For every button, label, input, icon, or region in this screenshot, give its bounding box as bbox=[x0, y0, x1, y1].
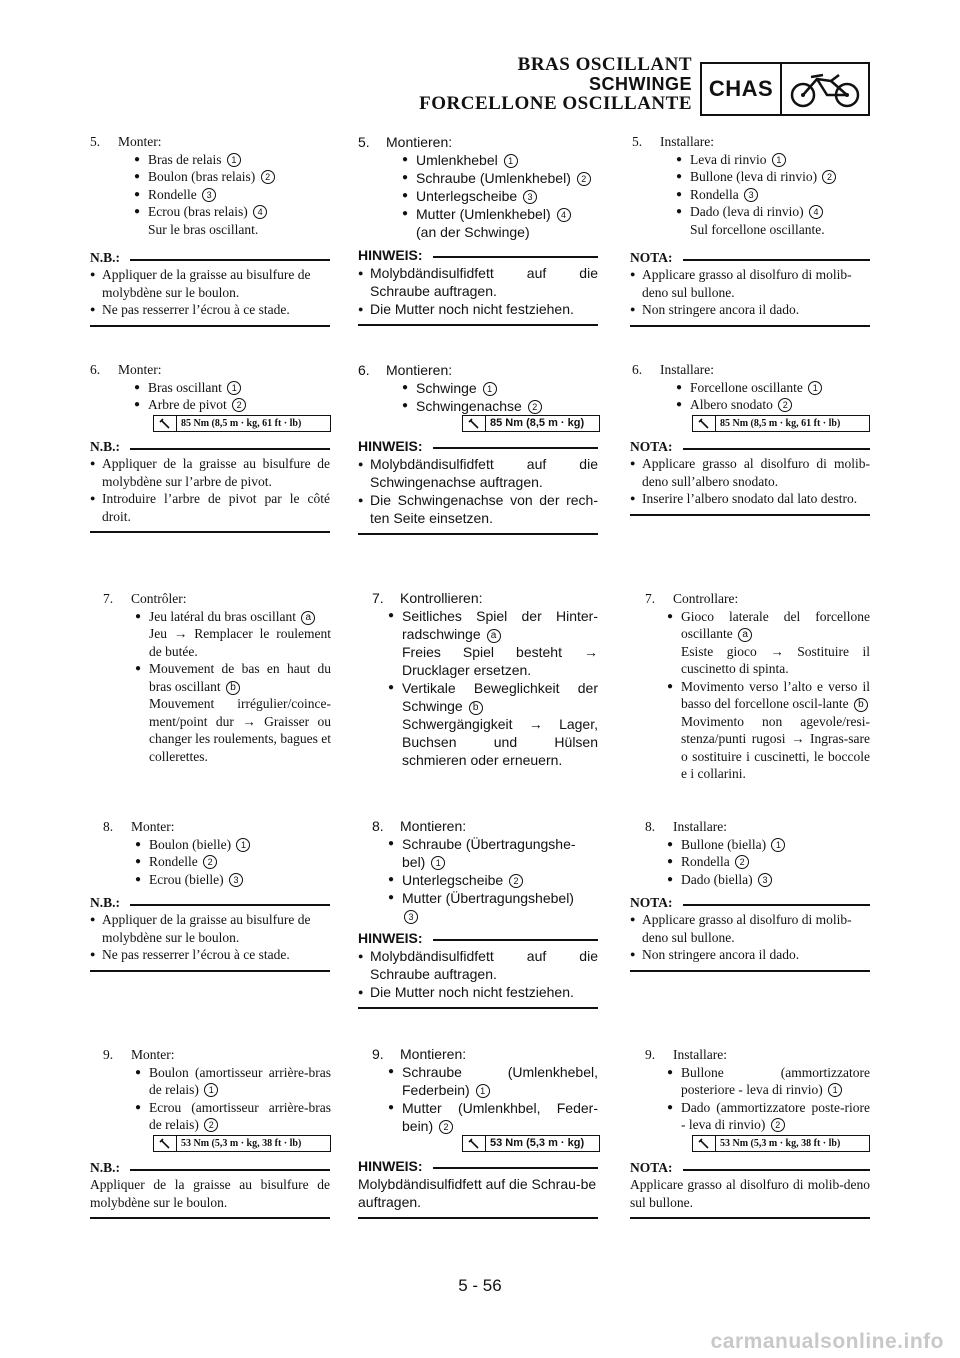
list-item: ● Bullone (biella) 1 bbox=[667, 836, 870, 854]
fr-note-5: N.B.: ● Appliquer de la graisse au bisulfure de molybdène sur le boulon. ● Ne pas resserrer l’écrou à ce stade. bbox=[90, 250, 330, 327]
list-item: ● Movimento verso l’alto e verso il basso del forcellone oscil-lante b Movimento non agevole/resi-stenza/punti rugosi → Ingras-sare o sostituire i cuscinetti, le boccole e i collarini. bbox=[667, 678, 870, 783]
list-item: ● Arbre de pivot 2 bbox=[134, 396, 330, 414]
motorcycle-icon bbox=[782, 64, 868, 114]
fr-torque-6: 85 Nm (8,5 m · kg, 61 ft · lb) bbox=[153, 415, 331, 432]
list-item: ● Schraube (Umlenkhebel, Federbein) 1 bbox=[388, 1063, 598, 1099]
title-it: FORCELLONE OSCILLANTE bbox=[419, 93, 692, 114]
it-step-5: 5. Installare: ● Leva di rinvio 1 ● Bullone (leva di rinvio) 2 ● Rondella 3 ● Dado (leva di rinvio) 4 Sul forcellone oscillante. bbox=[632, 133, 870, 238]
list-item: ● Bullone (ammortizzatore posteriore - leva di rinvio) 1 bbox=[667, 1064, 870, 1099]
list-item: ● Dado (biella) 3 bbox=[667, 871, 870, 889]
list-item: ● Albero snodato 2 bbox=[676, 396, 870, 414]
page-number: 5 - 56 bbox=[458, 1276, 502, 1295]
fr-step-8: 8. Monter: ● Boulon (bielle) 1 ● Rondelle 2 ● Ecrou (bielle) 3 bbox=[103, 818, 331, 888]
section-label: CHAS bbox=[702, 64, 782, 114]
de-step-9: 9. Montieren: ● Schraube (Umlenkhebel, Federbein) 1 ● Mutter (Umlenkhbel, Feder-bein) 2 bbox=[372, 1045, 598, 1135]
it-step-7: 7. Controllare: ● Gioco laterale del forcellone oscillante a Esiste gioco → Sostituire il cuscinetto di spinta. ● Movimento verso l’alto e verso il basso del forcellone oscil-lante b Movimento non agevole/resi-stenza/punti rugosi → Ingras-sare o sostituire i cuscinetti, le boccole e i collarini. bbox=[645, 590, 870, 783]
fr-torque-9: 53 Nm (5,3 m · kg, 38 ft · lb) bbox=[153, 1135, 331, 1152]
list-item: ● Dado (ammortizzatore poste-riore - leva di rinvio) 2 bbox=[667, 1099, 870, 1134]
list-item: ● Ecrou (bras relais) 4 bbox=[134, 203, 330, 221]
wrench-icon bbox=[463, 1136, 486, 1151]
fr-note-8: N.B.: ● Appliquer de la graisse au bisulfure de molybdène sur le boulon. ● Ne pas resserrer l’écrou à ce stade. bbox=[90, 895, 330, 972]
list-item: ● Ecrou (bielle) 3 bbox=[135, 871, 331, 889]
list-item: ● Bullone (leva di rinvio) 2 bbox=[676, 168, 870, 186]
it-note-6: NOTA: ● Applicare grasso al disolfuro di molib-deno sull’albero snodato. ● Inserire l’albero snodato dal lato destro. bbox=[630, 439, 870, 516]
list-item: ● Leva di rinvio 1 bbox=[676, 151, 870, 169]
list-item: ● Mutter (Umlenkhbel, Feder-bein) 2 bbox=[388, 1099, 598, 1135]
list-item: ● Schwingenachse 2 bbox=[402, 397, 598, 415]
list-item: ● Forcellone oscillante 1 bbox=[676, 379, 870, 397]
list-item: ● Boulon (bielle) 1 bbox=[135, 836, 331, 854]
list-item: ● Rondelle 2 bbox=[135, 853, 331, 871]
title-fr: BRAS OSCILLANT bbox=[517, 54, 692, 75]
it-torque-9: 53 Nm (5,3 m · kg, 38 ft · lb) bbox=[692, 1135, 870, 1152]
it-note-9: NOTA: Applicare grasso al disolfuro di molib-deno sul bullone. bbox=[630, 1160, 870, 1219]
de-note-5: HINWEIS: ● Molybdändisulfidfett auf die Schraube auftragen. ● Die Mutter noch nicht festziehen. bbox=[358, 246, 598, 326]
wrench-icon bbox=[693, 416, 716, 431]
list-item: ● Unterlegscheibe 3 bbox=[402, 187, 598, 205]
de-step-8: 8. Montieren: ● Schraube (Übertragungshe-bel) 1 ● Unterlegscheibe 2 ● Mutter (Übertragungshebel) 3 bbox=[372, 817, 598, 925]
it-note-5: NOTA: ● Applicare grasso al disolfuro di molib-deno sul bullone. ● Non stringere ancora il dado. bbox=[630, 250, 870, 327]
watermark: carmanualsonline.info bbox=[710, 1330, 944, 1353]
de-step-7: 7. Kontrollieren: ● Seitliches Spiel der Hinter-radschwinge a Freies Spiel besteht → Drucklager ersetzen. ● Vertikale Beweglichkeit der Schwinge b Schwergängigkeit → Lager, Buchsen und Hülsen schmieren oder erneuern. bbox=[372, 589, 598, 769]
list-item: ● Seitliches Spiel der Hinter-radschwinge a Freies Spiel besteht → Drucklager ersetzen. bbox=[388, 607, 598, 679]
de-note-9: HINWEIS: Molybdändisulfidfett auf die Schrau-be auftragen. bbox=[358, 1157, 598, 1219]
list-item: ● Rondelle 3 bbox=[134, 186, 330, 204]
list-item: ● Jeu latéral du bras oscillant a Jeu → Remplacer le roulement de butée. bbox=[135, 608, 331, 661]
wrench-icon bbox=[154, 416, 177, 431]
list-item: ● Schraube (Umlenkhebel) 2 bbox=[402, 169, 598, 187]
it-step-6: 6. Installare: ● Forcellone oscillante 1 ● Albero snodato 2 bbox=[632, 361, 870, 414]
list-item: ● Schraube (Übertragungshe-bel) 1 bbox=[388, 835, 598, 871]
de-step-5: 5. Montieren: ● Umlenkhebel 1 ● Schraube (Umlenkhebel) 2 ● Unterlegscheibe 3 ● Mutter (Umlenkhebel) 4 (an der Schwinge) bbox=[358, 133, 598, 241]
fr-step-5: 5. Monter: ● Bras de relais 1 ● Boulon (bras relais) 2 ● Rondelle 3 ● Ecrou (bras relais) 4 Sur le bras oscillant. bbox=[90, 133, 330, 238]
it-torque-6: 85 Nm (8,5 m · kg, 61 ft · lb) bbox=[692, 415, 870, 432]
list-item: ● Bras oscillant 1 bbox=[134, 379, 330, 397]
it-step-8: 8. Installare: ● Bullone (biella) 1 ● Rondella 2 ● Dado (biella) 3 bbox=[645, 818, 870, 888]
de-torque-9: 53 Nm (5,3 m · kg) bbox=[462, 1135, 600, 1152]
wrench-icon bbox=[463, 416, 486, 431]
de-note-8: HINWEIS: ● Molybdändisulfidfett auf die Schraube auftragen. ● Die Mutter noch nicht festziehen. bbox=[358, 929, 598, 1009]
list-item: ● Vertikale Beweglichkeit der Schwinge b Schwergängigkeit → Lager, Buchsen und Hülsen schmieren oder erneuern. bbox=[388, 679, 598, 769]
list-item: ● Boulon (bras relais) 2 bbox=[134, 168, 330, 186]
wrench-icon bbox=[154, 1136, 177, 1151]
page-header bbox=[380, 52, 870, 122]
list-item: ● Rondella 2 bbox=[667, 853, 870, 871]
de-note-6: HINWEIS: ● Molybdändisulfidfett auf die Schwingenachse auftragen. ● Die Schwingenachse von der rech-ten Seite einsetzen. bbox=[358, 437, 598, 535]
it-note-8: NOTA: ● Applicare grasso al disolfuro di molib-deno sul bullone. ● Non stringere ancora il dado. bbox=[630, 895, 870, 972]
wrench-icon bbox=[693, 1136, 716, 1151]
list-item: ● Dado (leva di rinvio) 4 bbox=[676, 203, 870, 221]
list-item: ● Gioco laterale del forcellone oscillante a Esiste gioco → Sostituire il cuscinetto di spinta. bbox=[667, 608, 870, 678]
de-step-6: 6. Montieren: ● Schwinge 1 ● Schwingenachse 2 bbox=[358, 361, 598, 415]
list-item: ● Boulon (amortisseur arrière-bras de relais) 1 bbox=[135, 1064, 331, 1099]
list-item: ● Schwinge 1 bbox=[402, 379, 598, 397]
fr-step-9: 9. Monter: ● Boulon (amortisseur arrière-bras de relais) 1 ● Ecrou (amortisseur arrière-bras de relais) 2 bbox=[103, 1046, 331, 1134]
list-item: ● Bras de relais 1 bbox=[134, 151, 330, 169]
list-item: ● Umlenkhebel 1 bbox=[402, 151, 598, 169]
list-item: ● Rondella 3 bbox=[676, 186, 870, 204]
list-item: ● Ecrou (amortisseur arrière-bras de relais) 2 bbox=[135, 1099, 331, 1134]
list-item: ● Mutter (Umlenkhebel) 4 bbox=[402, 205, 598, 223]
section-badge bbox=[700, 62, 870, 116]
fr-note-6: N.B.: ● Appliquer de la graisse au bisulfure de molybdène sur l’arbre de pivot. ● Introduire l’arbre de pivot par le côté droit. bbox=[90, 439, 330, 533]
it-step-9: 9. Installare: ● Bullone (ammortizzatore posteriore - leva di rinvio) 1 ● Dado (ammortizzatore poste-riore - leva di rinvio) 2 bbox=[645, 1046, 870, 1134]
list-item: ● Mouvement de bas en haut du bras oscillant b Mouvement irrégulier/coince-ment/point dur → Graisser ou changer les roulements, bagues et collerettes. bbox=[135, 660, 331, 765]
list-item: ● Mutter (Übertragungshebel) 3 bbox=[388, 889, 598, 925]
fr-step-6: 6. Monter: ● Bras oscillant 1 ● Arbre de pivot 2 bbox=[90, 361, 330, 414]
fr-note-9: N.B.: Appliquer de la graisse au bisulfure de molybdène sur le boulon. bbox=[90, 1160, 330, 1219]
list-item: ● Unterlegscheibe 2 bbox=[388, 871, 598, 889]
de-torque-6: 85 Nm (8,5 m · kg) bbox=[462, 415, 600, 432]
title-de: SCHWINGE bbox=[589, 74, 692, 94]
fr-step-7: 7. Contrôler: ● Jeu latéral du bras oscillant a Jeu → Remplacer le roulement de butée. ● Mouvement de bas en haut du bras oscillant b Mouvement irrégulier/coince-ment/point dur → Graisser ou changer les roulements, bagues et collerettes. bbox=[103, 590, 331, 765]
